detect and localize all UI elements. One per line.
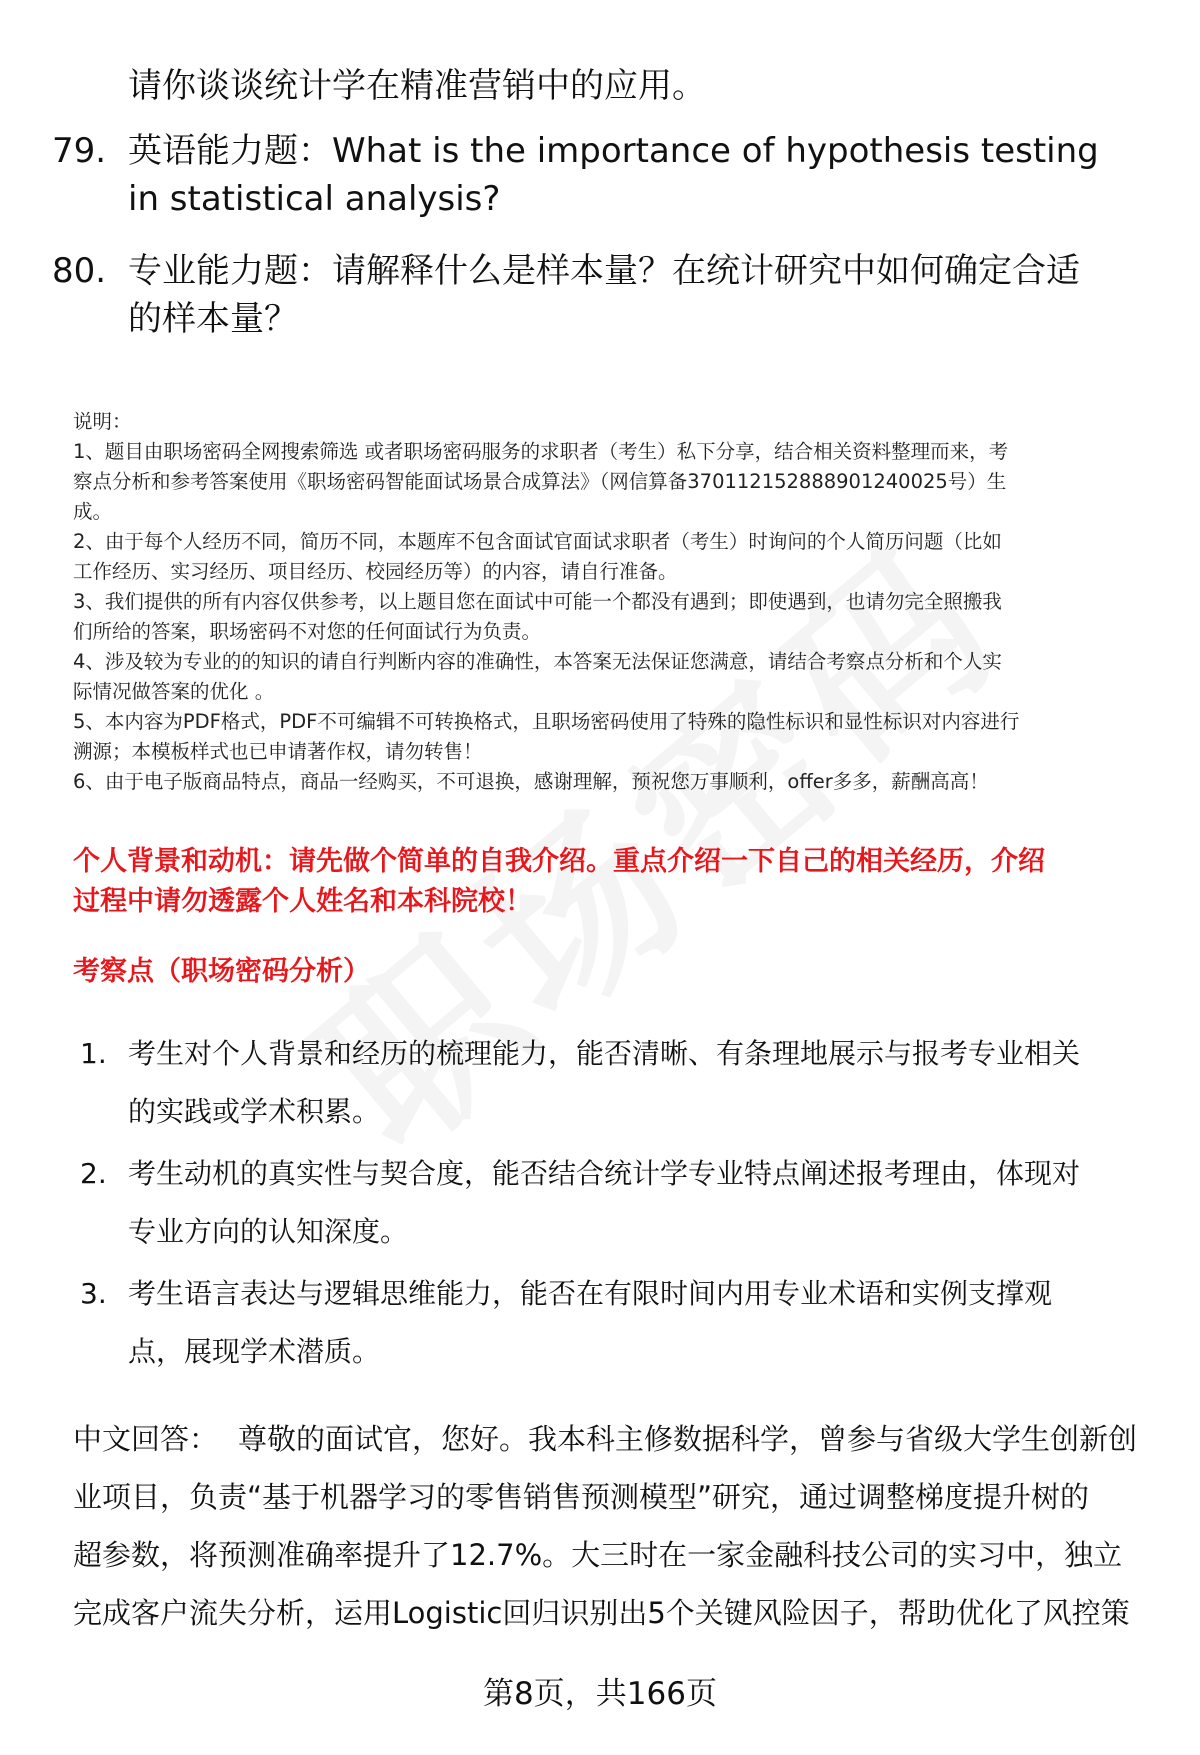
question-79 xyxy=(52,127,1152,223)
heading-line: 过程中请勿透露个人姓名和本科院校！ xyxy=(73,886,532,917)
list-item-line: 的实践或学术积累。 xyxy=(128,1095,381,1128)
background-question-heading xyxy=(73,842,1153,922)
analysis-points-list xyxy=(80,1025,1150,1385)
list-item-number: 1. xyxy=(80,1037,107,1070)
question-number: 80. xyxy=(52,251,107,291)
answer-line: 超参数，将预测准确率提升了12.7%。大三时在一家金融科技公司的实习中，独立 xyxy=(73,1538,1123,1572)
answer-line: 完成客户流失分析，运用Logistic回归识别出5个关键风险因子，帮助优化了风控策 xyxy=(73,1596,1130,1630)
question-text-line: in statistical analysis? xyxy=(128,179,501,219)
note-line: 际情况做答案的优化 。 xyxy=(73,680,275,703)
question-continuation: 请你谈谈统计学在精准营销中的应用。 xyxy=(128,66,706,106)
note-line: 们所给的答案，职场密码不对您的任何面试行为负责。 xyxy=(73,620,542,643)
list-item xyxy=(80,1265,1150,1381)
note-line: 工作经历、实习经历、项目经历、校园经历等）的内容，请自行准备。 xyxy=(73,560,678,583)
note-line: 察点分析和参考答案使用《职场密码智能面试场景合成算法》（网信算备370112152888901240025号）生 xyxy=(73,470,1007,493)
disclaimer-notes xyxy=(73,407,1153,797)
note-line: 溯源；本模板样式也已申请著作权，请勿转售！ xyxy=(73,740,483,763)
question-text-line: 英语能力题：What is the importance of hypothesis testing xyxy=(128,131,1099,171)
list-item xyxy=(80,1025,1150,1141)
heading-line: 个人背景和动机：请先做个简单的自我介绍。重点介绍一下自己的相关经历，介绍 xyxy=(73,846,1045,877)
question-text-line: 的样本量？ xyxy=(128,299,298,339)
note-line: 2、由于每个人经历不同，简历不同，本题库不包含面试官面试求职者（考生）时询问的个人简历问题（比如 xyxy=(73,530,1002,553)
question-80 xyxy=(52,247,1152,343)
note-line: 4、涉及较为专业的的知识的请自行判断内容的准确性，本答案无法保证您满意，请结合考察点分析和个人实 xyxy=(73,650,1002,673)
note-line: 3、我们提供的所有内容仅供参考，以上题目您在面试中可能一个都没有遇到；即使遇到，也请勿完全照搬我 xyxy=(73,590,1002,613)
list-item-line: 考生动机的真实性与契合度，能否结合统计学专业特点阐述报考理由，体现对 xyxy=(128,1157,1081,1190)
chinese-answer xyxy=(73,1410,1163,1642)
answer-label: 中文回答： xyxy=(73,1422,219,1456)
question-number: 79. xyxy=(52,131,107,171)
note-line: 6、由于电子版商品特点，商品一经购买，不可退换，感谢理解，预祝您万事顺利，offer多多，薪酬高高！ xyxy=(73,770,989,793)
answer-line: 业项目，负责“基于机器学习的零售销售预测模型”研究，通过调整梯度提升树的 xyxy=(73,1480,1090,1514)
note-line: 1、题目由职场密码全网搜索筛选 或者职场密码服务的求职者（考生）私下分享，结合相关资料整理而来，考 xyxy=(73,440,1009,463)
list-item-line: 点，展现学术潜质。 xyxy=(128,1335,381,1368)
analysis-heading: 考察点（职场密码分析） xyxy=(73,956,370,987)
list-item xyxy=(80,1145,1150,1261)
note-line: 5、本内容为PDF格式，PDF不可编辑不可转换格式，且职场密码使用了特殊的隐性标识和显性标识对内容进行 xyxy=(73,710,1020,733)
list-item-line: 考生语言表达与逻辑思维能力，能否在有限时间内用专业术语和实例支撑观 xyxy=(128,1277,1053,1310)
page-number-footer: 第8页，共166页 xyxy=(483,1676,717,1712)
notes-title: 说明： xyxy=(73,410,132,433)
list-item-number: 2. xyxy=(80,1157,107,1190)
note-line: 成。 xyxy=(73,500,113,523)
question-text-line: 专业能力题：请解释什么是样本量？在统计研究中如何确定合适 xyxy=(128,251,1080,291)
list-item-line: 考生对个人背景和经历的梳理能力，能否清晰、有条理地展示与报考专业相关 xyxy=(128,1037,1081,1070)
list-item-line: 专业方向的认知深度。 xyxy=(128,1215,409,1248)
list-item-number: 3. xyxy=(80,1277,107,1310)
answer-line xyxy=(73,1410,1163,1468)
answer-text: 尊敬的面试官，您好。我本科主修数据科学，曾参与省级大学生创新创 xyxy=(238,1422,1138,1456)
